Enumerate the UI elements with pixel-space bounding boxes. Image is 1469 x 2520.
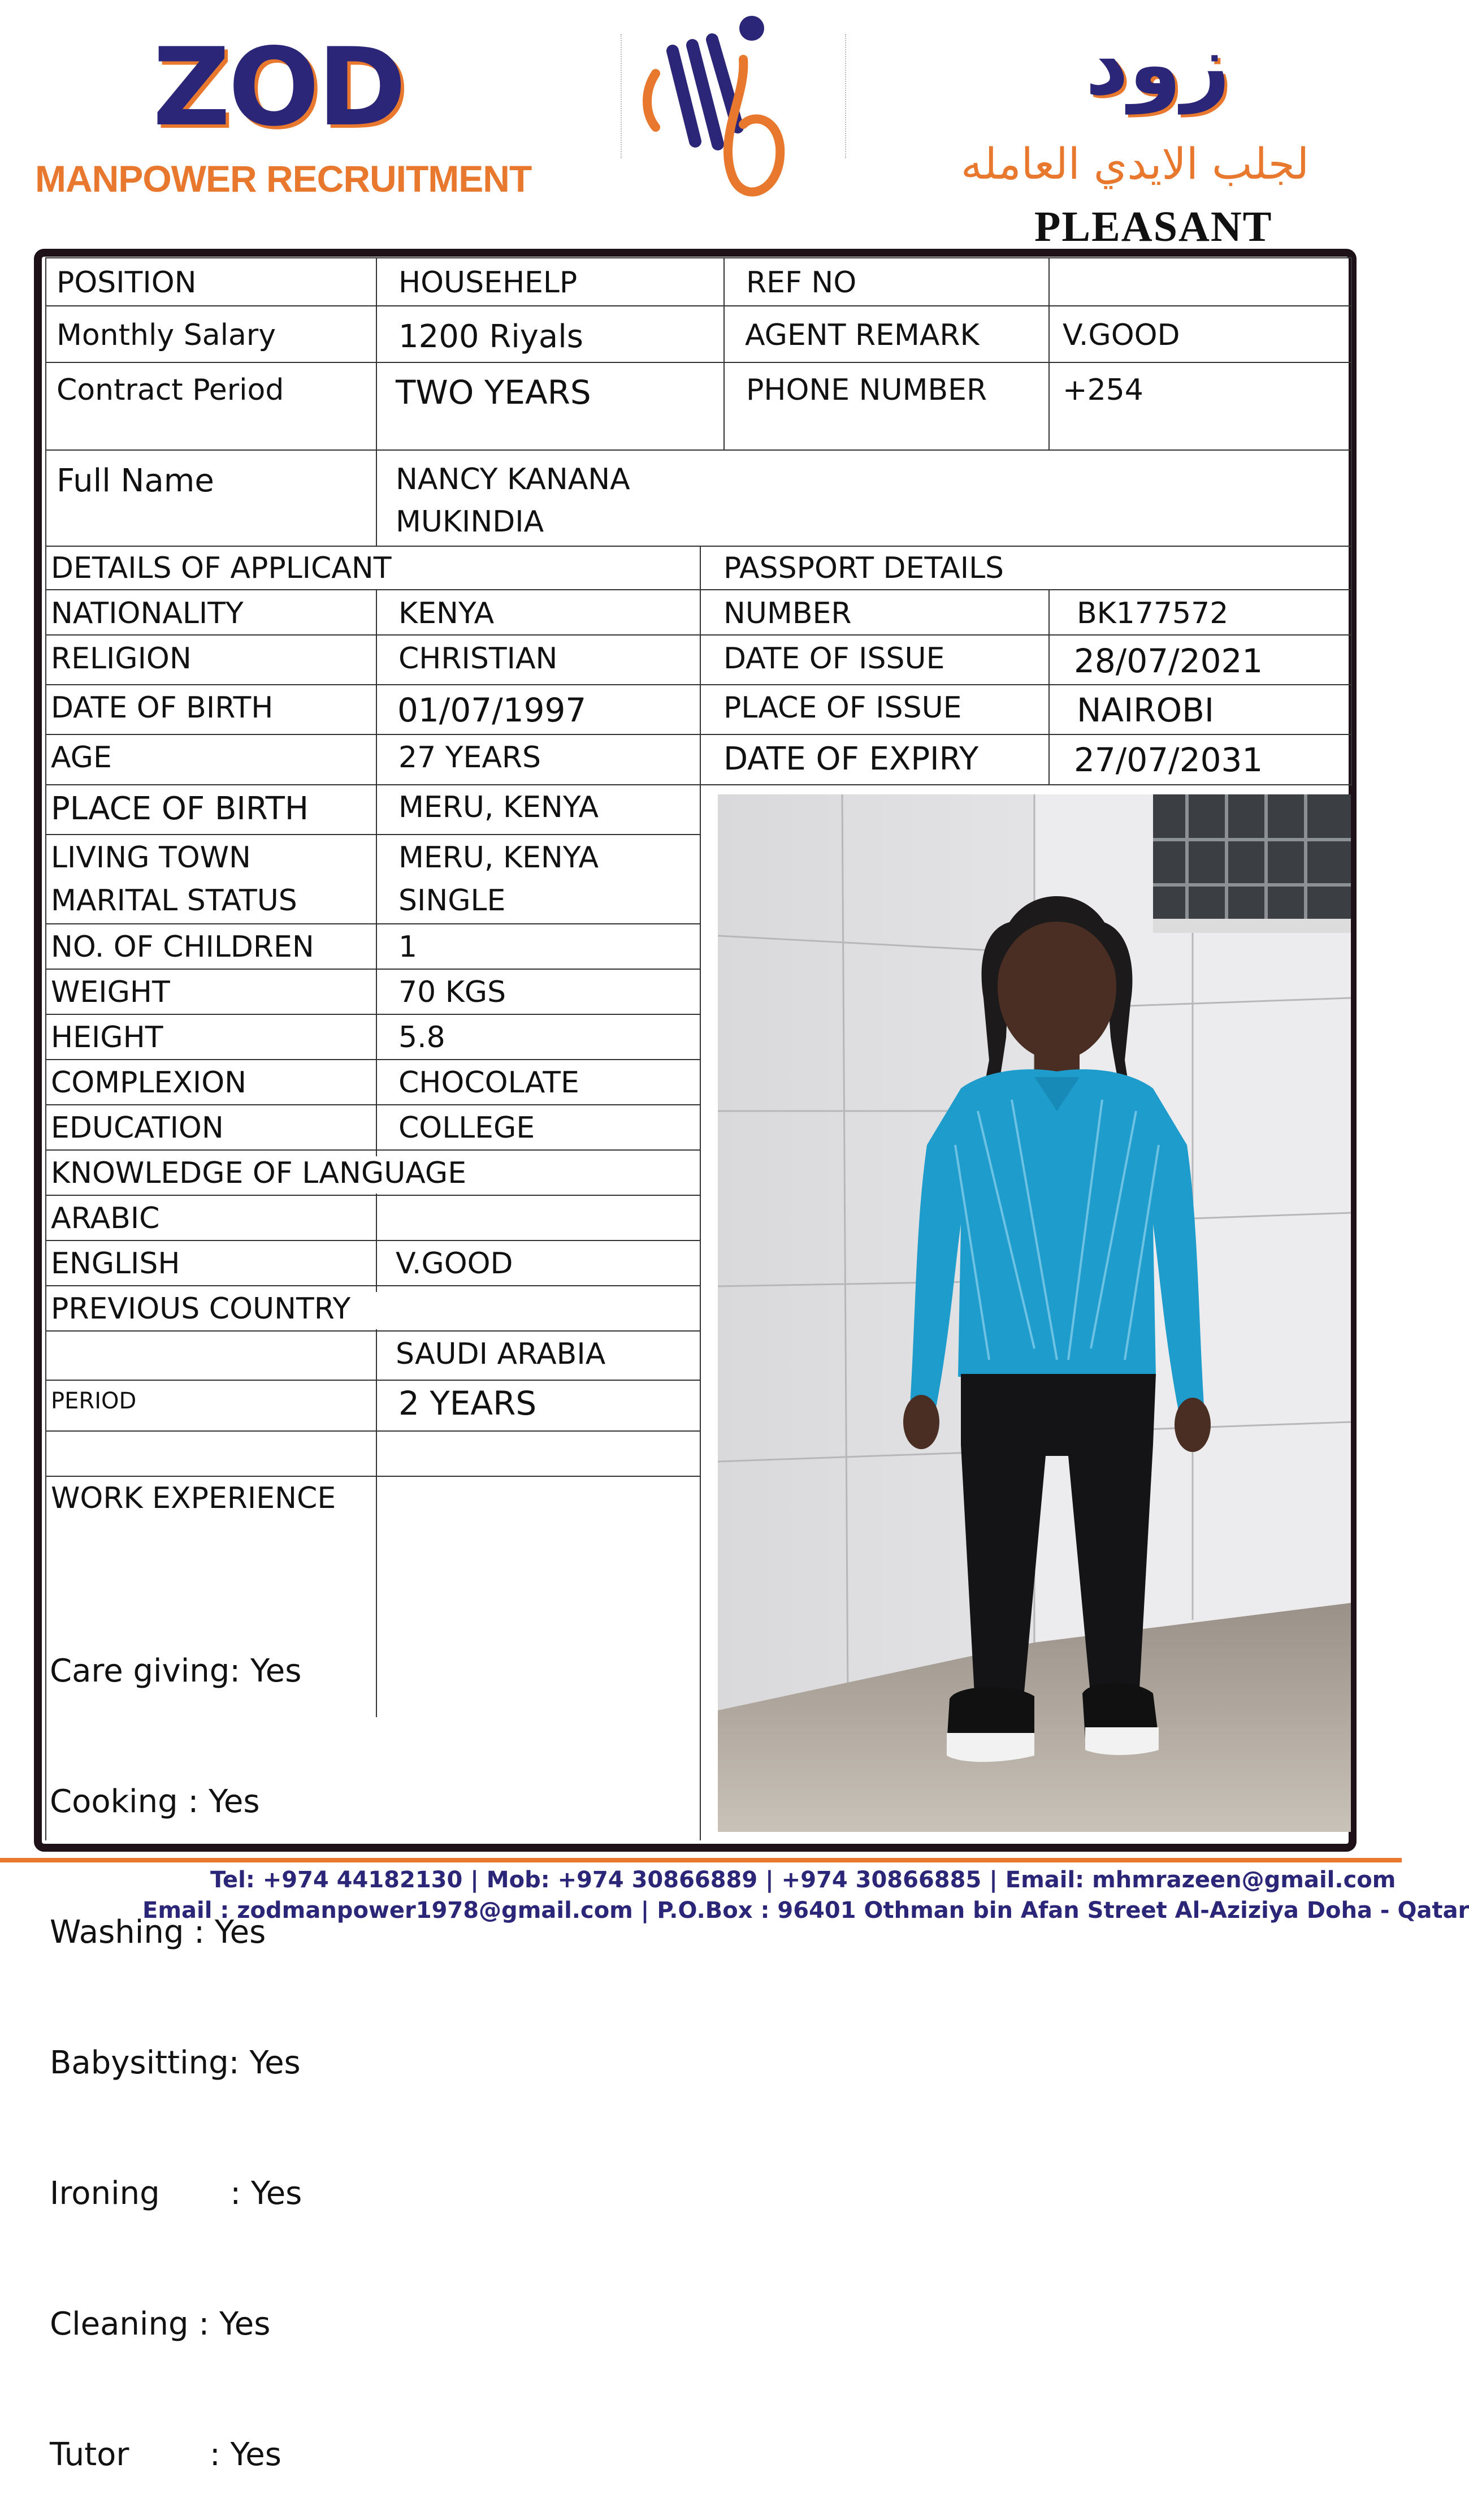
height-value: 5.8 <box>398 1021 445 1054</box>
issue-place-label: PLACE OF ISSUE <box>723 691 962 725</box>
salary-value: 1200 Riyals <box>398 318 583 355</box>
children-value: 1 <box>398 930 418 964</box>
period-label: PERIOD <box>51 1388 137 1414</box>
grid-line <box>45 1240 700 1241</box>
grid-line <box>45 923 700 924</box>
salary-label: Monthly Salary <box>57 318 276 352</box>
grid-line <box>45 362 1351 363</box>
arabic-brand: زود <box>1085 16 1230 114</box>
complexion-value: CHOCOLATE <box>398 1066 579 1100</box>
brand-subtitle: MANPOWER RECRUITMENT <box>35 158 532 200</box>
passport-section-title: PASSPORT DETAILS <box>723 551 1004 585</box>
grid-line <box>45 449 1351 451</box>
weight-label: WEIGHT <box>51 975 170 1009</box>
position-label: POSITION <box>57 266 197 300</box>
ref-no-label: REF NO <box>746 266 857 300</box>
grid-line <box>1351 257 1352 786</box>
header-divider <box>621 34 622 158</box>
work-item: Washing : Yes <box>50 1914 266 1951</box>
prev-country-title: PREVIOUS COUNTRY <box>51 1292 690 1329</box>
age-label: AGE <box>51 741 112 775</box>
english-label: ENGLISH <box>51 1247 180 1281</box>
phone-label: PHONE NUMBER <box>746 373 987 407</box>
grid-line <box>45 784 1351 785</box>
grid-line <box>1048 257 1050 449</box>
grid-line <box>700 546 701 1840</box>
footer-contact-line1: Tel: +974 44182130 | Mob: +974 30866889 | +974 30866885 | Email: mhmrazeen@gmail.com <box>210 1867 1396 1893</box>
prev-country-value: SAUDI ARABIA <box>396 1337 606 1371</box>
footer-contact-line2: Email : zodmanpower1978@gmail.com | P.O.Box : 96401 Othman bin Afan Street Al-Aziziya Doha - Qatar <box>142 1897 1469 1924</box>
passport-number-label: NUMBER <box>723 596 852 630</box>
work-item: Cleaning : Yes <box>50 2306 271 2342</box>
grid-line <box>376 257 377 546</box>
marital-status-value: SINGLE <box>398 884 506 918</box>
grid-line <box>45 257 46 1840</box>
grid-line <box>45 546 1351 547</box>
passport-number-value: BK177572 <box>1077 596 1229 630</box>
grid-line <box>45 1330 700 1332</box>
applicant-section-title: DETAILS OF APPLICANT <box>51 551 392 585</box>
pob-value: MERU, KENYA <box>398 790 599 824</box>
work-item: Babysitting: Yes <box>50 2044 301 2081</box>
dob-label: DATE OF BIRTH <box>51 691 274 725</box>
work-item: Care giving: Yes <box>50 1653 302 1689</box>
expiry-date-value: 27/07/2031 <box>1074 741 1263 779</box>
grid-line <box>45 1476 700 1477</box>
grid-line <box>45 1104 700 1105</box>
nationality-label: NATIONALITY <box>51 596 244 630</box>
children-label: NO. OF CHILDREN <box>51 930 314 964</box>
work-experience-list <box>50 1562 366 2473</box>
agency-name: PLEASANT <box>1034 203 1273 250</box>
brand-logo-text: ZOD <box>153 25 405 150</box>
grid-line <box>45 1014 700 1015</box>
arabic-subtitle: لجلب الايدي العامله <box>961 139 1310 189</box>
zod-logo-icon <box>633 6 803 221</box>
full-name-line2: MUKINDIA <box>396 505 544 539</box>
grid-line <box>45 1059 700 1060</box>
living-town-value: MERU, KENYA <box>398 841 599 875</box>
living-town-label: LIVING TOWN <box>51 841 251 875</box>
grid-line <box>376 589 377 1717</box>
grid-line <box>45 1380 700 1381</box>
footer-rule <box>0 1858 1402 1862</box>
arabic-label: ARABIC <box>51 1201 160 1235</box>
grid-line <box>1048 589 1050 784</box>
religion-value: CHRISTIAN <box>398 642 558 676</box>
grid-line <box>45 589 1351 590</box>
marital-status-label: MARITAL STATUS <box>51 884 297 918</box>
applicant-photo <box>718 794 1351 1832</box>
grid-line <box>45 684 1351 685</box>
header-divider <box>845 34 846 158</box>
work-experience-title: WORK EXPERIENCE <box>51 1481 336 1515</box>
issue-place-value: NAIROBI <box>1077 691 1215 729</box>
grid-line <box>45 634 1351 636</box>
contract-value: TWO YEARS <box>396 373 591 412</box>
education-value: COLLEGE <box>398 1111 535 1145</box>
issue-date-label: DATE OF ISSUE <box>723 642 945 676</box>
pob-label: PLACE OF BIRTH <box>51 790 309 827</box>
grid-line <box>45 834 700 835</box>
work-item: Tutor : Yes <box>50 2436 281 2473</box>
education-label: EDUCATION <box>51 1111 224 1145</box>
work-item: Ironing : Yes <box>50 2175 302 2212</box>
phone-value: +254 <box>1063 373 1143 407</box>
grid-line <box>45 734 1351 735</box>
expiry-date-label: DATE OF EXPIRY <box>723 741 979 777</box>
grid-line <box>45 1195 700 1196</box>
agent-remark-label: AGENT REMARK <box>745 318 980 352</box>
agent-remark-value: V.GOOD <box>1063 318 1180 352</box>
position-value: HOUSEHELP <box>398 266 578 300</box>
grid-line <box>45 257 1351 258</box>
full-name-line1: NANCY KANANA <box>396 462 630 496</box>
grid-line <box>45 1285 700 1286</box>
issue-date-value: 28/07/2021 <box>1074 642 1263 680</box>
grid-line <box>45 1149 700 1151</box>
period-value: 2 YEARS <box>398 1384 537 1423</box>
height-label: HEIGHT <box>51 1021 163 1054</box>
full-name-label: Full Name <box>57 462 214 499</box>
complexion-label: COMPLEXION <box>51 1066 247 1100</box>
dob-value: 01/07/1997 <box>397 691 587 729</box>
nationality-value: KENYA <box>398 596 495 630</box>
weight-value: 70 KGS <box>398 975 506 1009</box>
english-value: V.GOOD <box>396 1247 513 1281</box>
language-section-title: KNOWLEDGE OF LANGUAGE <box>51 1156 690 1194</box>
contract-label: Contract Period <box>57 373 284 407</box>
grid-line <box>723 257 725 449</box>
grid-line <box>45 969 700 970</box>
grid-line <box>45 1430 700 1432</box>
religion-label: RELIGION <box>51 642 192 676</box>
grid-line <box>45 305 1351 306</box>
age-value: 27 YEARS <box>398 741 541 775</box>
work-item: Cooking : Yes <box>50 1783 260 1820</box>
